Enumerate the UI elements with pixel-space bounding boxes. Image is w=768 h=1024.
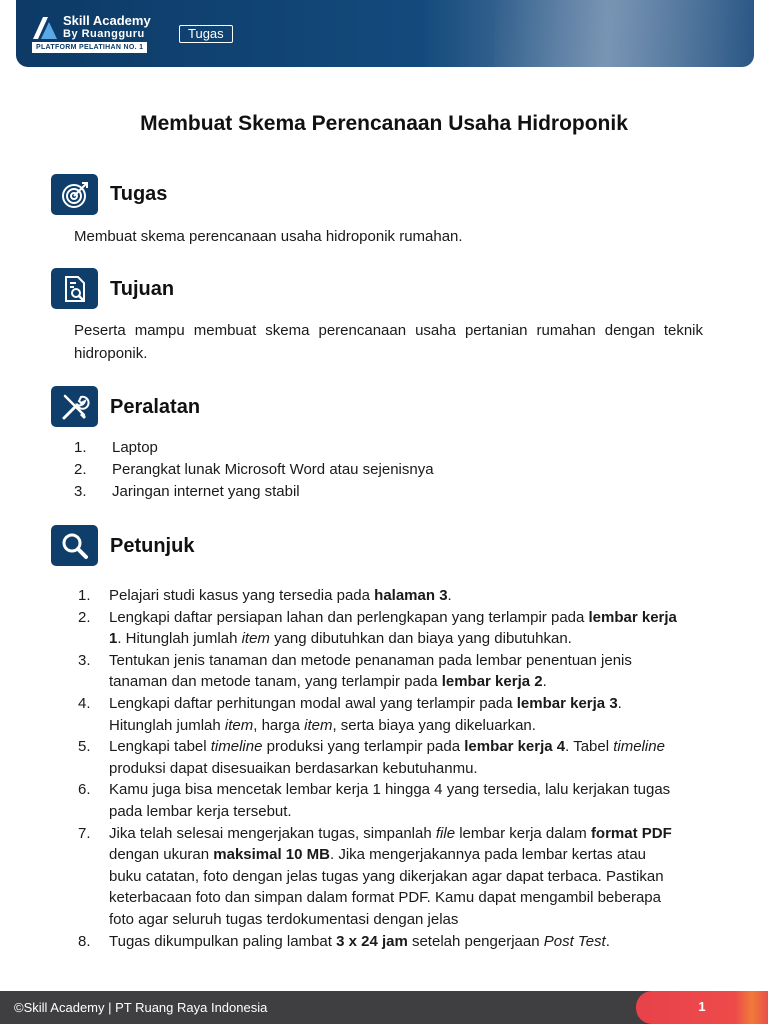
list-item: 3. Jaringan internet yang stabil [74,483,300,500]
step-item: 7. Jika telah selesai mengerjakan tugas, simpanlah file lembar kerja dalam format PDF dengan ukuran maksimal 10 MB. Jika mengerjakannya pada lembar kertas atau buku catatan, foto dengan jelas tugas yang dikerjakan agar dapat terbaca. Pastikan keterbacaan foto dan simpan dalam format PDF. Kamu dapat mengambil beberapa foto agar seluruh tugas terdokumentasi dengan jelas [78,824,672,928]
page-title: Membuat Skema Perencanaan Usaha Hidroponik [140,112,628,135]
step-item: 4. Lengkapi daftar perhitungan modal awal yang terlampir pada lembar kerja 3. Hitunglah jumlah item, harga item, serta biaya yang dikeluarkan. [78,694,622,734]
target-icon [51,174,98,215]
section-heading-tujuan: Tujuan [110,278,175,300]
header-banner [16,0,754,67]
document-search-icon [51,268,98,309]
equipment-list [74,437,704,503]
magnifier-icon [51,525,98,566]
footer-copyright: ©Skill Academy | PT Ruang Raya Indonesia [14,1000,268,1015]
step-item: 2. Lengkapi daftar persiapan lahan dan perlengkapan yang terlampir pada lembar kerja 1. Hitunglah jumlah item yang dibutuhkan dan biaya yang dibutuhkan. [78,608,677,648]
section-text-tugas: Membuat skema perencanaan usaha hidroponik rumahan. [74,228,463,245]
logo-badge: PLATFORM PELATIHAN NO. 1 [32,42,147,53]
section-heading-tugas: Tugas [110,183,168,205]
page-number: 1 [698,999,706,1014]
list-item: 2. Perangkat lunak Microsoft Word atau sejenisnya [74,461,434,478]
step-item: 5. Lengkapi tabel timeline produksi yang terlampir pada lembar kerja 4. Tabel timeline produksi dapat disesuaikan berdasarkan kebutuhanmu. [78,738,665,777]
step-item: 8. Tugas dikumpulkan paling lambat 3 x 24 jam setelah pengerjaan Post Test. [78,932,610,950]
section-heading-petunjuk: Petunjuk [110,535,195,557]
section-heading-peralatan: Peralatan [110,396,201,418]
step-item: 3. Tentukan jenis tanaman dan metode penanaman pada lembar penentuan jenis tanaman dan metode tanam, yang terlampir pada lembar kerja 2. [78,651,632,691]
step-item: 1. Pelajari studi kasus yang tersedia pada halaman 3. [78,587,452,604]
step-item: 6. Kamu juga bisa mencetak lembar kerja 1 hingga 4 yang tersedia, lalu kerjakan tugas pada lembar kerja tersebut. [78,781,671,820]
logo-subtitle: By Ruangguru [63,28,145,40]
list-item: 1. Laptop [74,439,158,456]
document-type-tag: Tugas [179,25,233,43]
footer-bar [0,991,768,1024]
skill-academy-logo-icon [32,16,58,40]
logo-title: Skill Academy [63,13,151,28]
tools-icon [51,386,98,427]
instruction-steps [78,585,678,952]
header-illustration [494,0,754,67]
section-text-tujuan: Peserta mampu membuat skema perencanaan usaha pertanian rumahan dengan teknik hidroponik. [74,322,703,362]
